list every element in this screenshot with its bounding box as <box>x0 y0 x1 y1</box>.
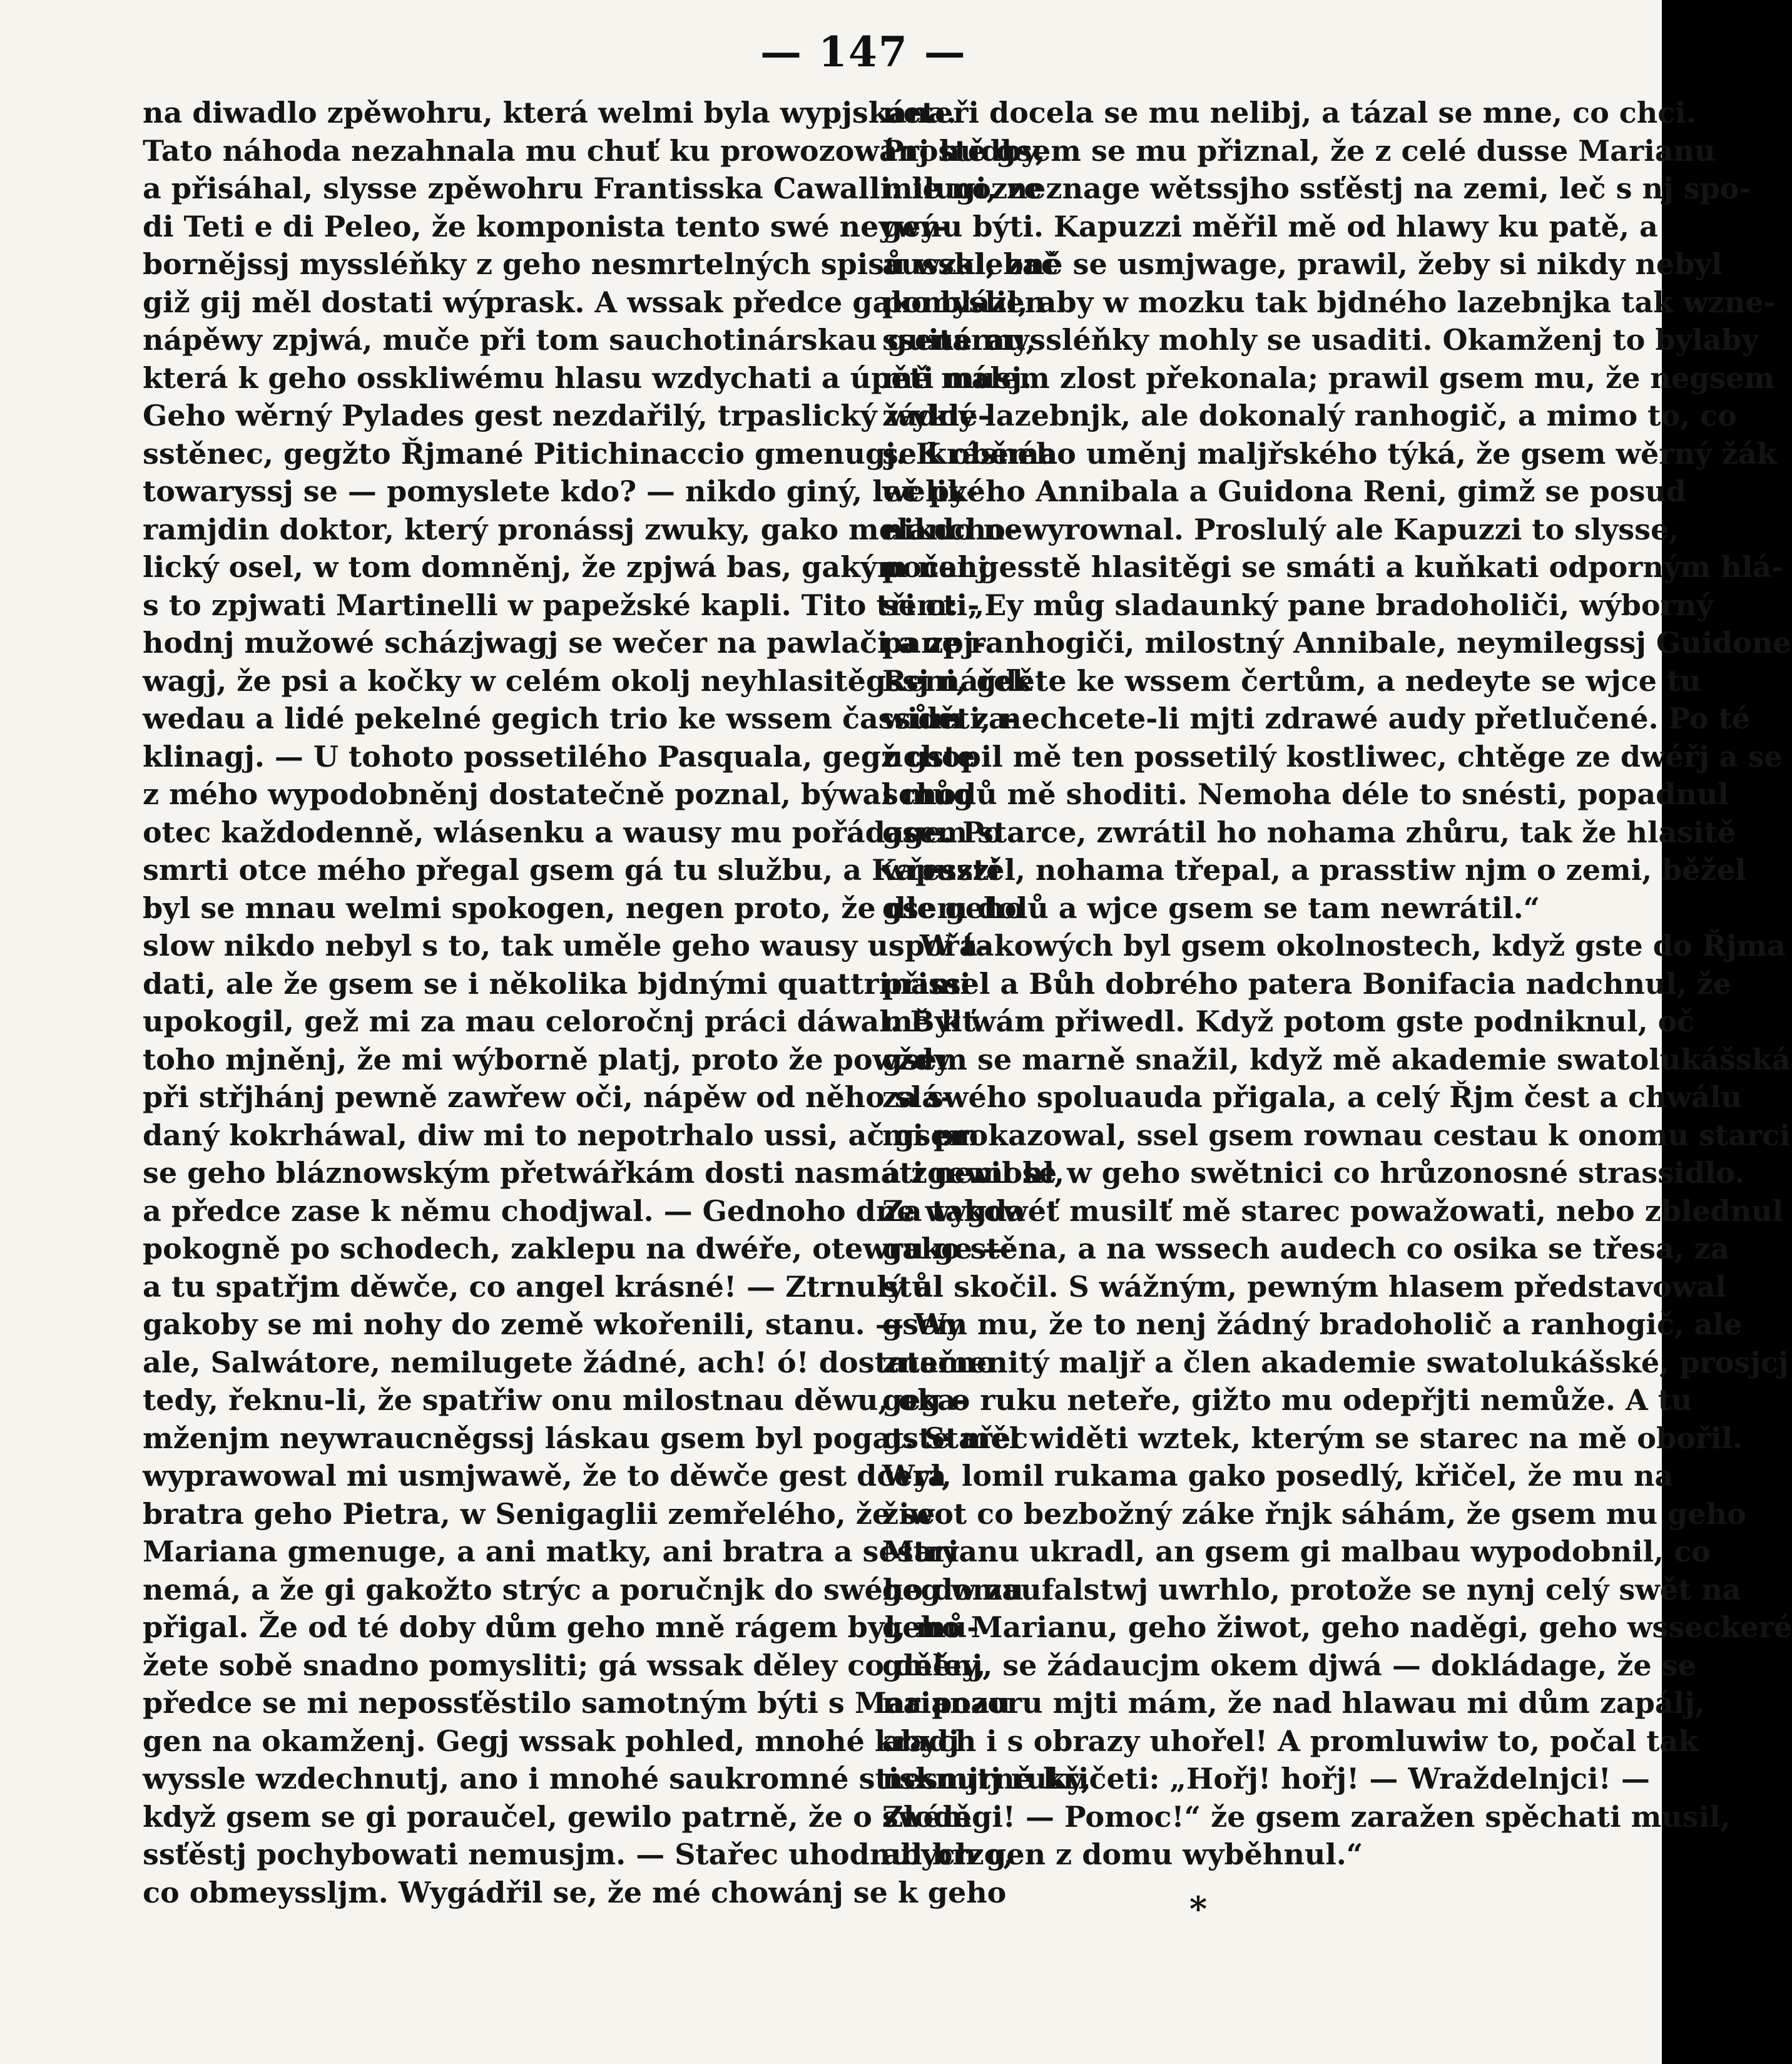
text-line: na pozoru mjti mám, že nad hlawau mi dům zapálj, <box>882 1686 1705 1720</box>
text-line: na diwadlo zpěwohru, která welmi byla wypjskána. <box>143 96 957 130</box>
text-line: klinagj. — U tohoto possetilého Pasquala, gegž gste <box>143 739 975 774</box>
text-line: genu býti. Kapuzzi měřil mě od hlawy ku patě, a <box>882 209 1658 243</box>
text-line: Marianu ukradl, an gsem gi malbau wypodobnil, co <box>882 1535 1711 1568</box>
text-line: gsem dolů a wjce gsem se tam newrátil.“ <box>882 891 1540 925</box>
text-line: gen na okamženj. Gegj wssak pohled, mnohé kradj <box>143 1724 959 1758</box>
text-line: mi prokazowal, ssel gsem rownau cestau k onomu starci <box>882 1118 1791 1152</box>
text-line: smrti otce mého přegal gsem gá tu službu, a Kapuzzi <box>143 853 1000 887</box>
text-line: sstěnec, gegžto Řjmané Pitichinaccio gmenugj. K oběma <box>143 436 1058 471</box>
right-column <box>882 94 1792 1971</box>
text-line: a tu spatřjm děwče, co angel krásné! — Ztrnulý a <box>143 1269 934 1304</box>
text-line: a předce zase k němu chodjwal. — Gednoho dne wygda <box>143 1193 1026 1228</box>
text-line: a přisáhal, slysse zpěwohru Frantisska Cawalli: le nozze <box>143 171 1042 205</box>
text-line: geho Marianu, geho žiwot, geho naděgi, geho wsseckeré <box>882 1610 1792 1644</box>
page-number: — 147 — <box>760 28 967 76</box>
text-line: tedy, řeknu-li, že spatřiw onu milostnau děwu, oka- <box>143 1383 968 1417</box>
text-line: mě málem zlost překonala; prawil gsem mu, že negsem <box>882 360 1775 395</box>
text-line: když gsem se gi poraučel, gewilo patrně, že o swém <box>143 1799 972 1834</box>
text-line: di Teti e di Peleo, že komponista tento swé neywý- <box>143 209 949 243</box>
text-line: widěti, nechcete-li mjti zdrawé audy přetlučené. Po té <box>882 702 1751 735</box>
text-line: co obmeyssljm. Wygádřil se, že mé chowánj se k geho <box>143 1875 1007 1909</box>
text-line: znamenitý maljř a člen akademie swatolukášské, prosjcj <box>882 1345 1789 1379</box>
text-line: pomyslil, aby w mozku tak bjdného lazebnjka tak wzne- <box>882 285 1776 319</box>
text-line: milugi, neznage wětssjho ssťěstj na zemi, leč s nj spo- <box>882 171 1751 205</box>
text-line: welikého Annibala a Guidona Reni, gimž se posud <box>882 474 1686 508</box>
text-line: geg o ruku neteře, gižto mu odepřjti nemůže. A tu <box>882 1383 1693 1417</box>
text-line: Wyl, lomil rukama gako posedlý, křičel, že mu na <box>882 1459 1674 1493</box>
text-line: přissel a Bůh dobrého patera Bonifacia nadchnul, že <box>882 966 1732 1001</box>
text-line: wřesstěl, nohama třepal, a prasstiw njm o zemi, běžel <box>882 853 1746 887</box>
text-line: giž gij měl dostati wýprask. A wssak předce gako blázen <box>143 285 1046 319</box>
text-line: gsem se marně snažil, když mě akademie swatolukášská <box>882 1042 1791 1076</box>
text-line: hodnj mužowé scházjwagj se wečer na pawlači a zpj- <box>143 626 986 660</box>
text-line: Mariana gmenuge, a ani matky, ani bratra a sestry <box>143 1535 959 1568</box>
text-line: a zgewil se w geho swětnici co hrůzonosné strassidlo. <box>882 1156 1745 1190</box>
text-line: gakoby se mi nohy do země wkořenili, stanu. — Wy <box>143 1307 963 1341</box>
text-line: uchopil mě ten possetilý kostliwec, chtěge ze dwéřj a se <box>882 739 1783 774</box>
text-line: Prostě gsem se mu přiznal, že z celé dusse Marianu <box>882 133 1716 168</box>
text-line: wyprawowal mi usmjwawě, že to děwče gest dcera <box>143 1459 947 1493</box>
text-line: wyssle wzdechnutj, ano i mnohé saukromné stisknutj ruky, <box>143 1762 1091 1796</box>
text-line: nemá, a že gi gakožto strýc a poručnjk do swého domu <box>143 1572 1024 1607</box>
text-line: abych i s obrazy uhořel! A promluwiw to, počal tak <box>882 1724 1699 1758</box>
text-line: s to zpjwati Martinelli w papežské kapli. Tito tři cti- <box>143 588 980 622</box>
text-line: neteři docela se mu nelibj, a tázal se mne, co chci. <box>882 96 1696 130</box>
text-line: nikdo newyrownal. Proslulý ale Kapuzzi to slysse, <box>882 512 1679 546</box>
text-line: dati, ale že gsem se i několika bjdnými quattrinami <box>143 966 971 1001</box>
text-line: ale, Salwátore, nemilugete žádné, ach! ó! dostatečno <box>143 1345 996 1379</box>
text-line: abych gen z domu wyběhnul.“ <box>882 1837 1363 1871</box>
text-line: towaryssj se — pomyslete kdo? — nikdo giný, leč py- <box>143 474 978 508</box>
text-line: při střjhánj pewně zawřew oči, nápěw od něho slá- <box>143 1080 953 1114</box>
text-line: schodů mě shoditi. Nemoha déle to snésti, popadnul <box>882 777 1729 811</box>
text-line: žádný lazebnjk, ale dokonalý ranhogič, a mimo to, co <box>882 399 1737 432</box>
text-line: která k geho osskliwému hlasu wzdychati a úpěti musj. <box>143 360 1032 395</box>
text-line: se krásného uměnj maljřského týká, že gsem wěrný žák <box>882 436 1777 471</box>
text-line: Geho wěrný Pylades gest nezdařilý, trpaslický wykle- <box>143 399 990 432</box>
text-line: otec každodenně, wlásenku a wausy mu pořádage. Po <box>143 815 1003 849</box>
text-line: se geho bláznowským přetwářkám dosti nasmáti nemohl, <box>143 1156 1064 1190</box>
text-line: aussklebně se usmjwage, prawil, žeby si nikdy nebyl <box>882 247 1723 281</box>
text-line: wagj, že psi a kočky w celém okolj neyhlasitěgssj nářek <box>143 663 1032 698</box>
section-end-asterisk: * <box>1189 1889 1208 1929</box>
text-line: gako stěna, a na wssech audech co osika se třesa, za <box>882 1232 1729 1265</box>
text-line: bornějssj myssléňky z geho nesmrtelných spisů wzal, zač <box>143 247 1059 281</box>
text-line: ssťěstj pochybowati nemusjm. — Stařec uhodnul brzo, <box>143 1837 1014 1871</box>
text-line: mě k wám přiwedl. Když potom gste podniknul, oč <box>882 1004 1695 1038</box>
text-line: mženjm neywraucněgssj láskau gsem byl pogat. Stařec <box>143 1421 1029 1455</box>
text-line: gste měl widěti wztek, kterým se starec na mě obořil. <box>882 1421 1743 1455</box>
text-line: lický osel, w tom domněnj, že zpjwá bas, gakým nenj <box>143 550 989 584</box>
text-line: sem: „Ey můg sladaunký pane bradoholiči, wýborný <box>882 588 1713 622</box>
text-line: upokogil, gež mi za mau celoročnj práci dáwal. Bylť <box>143 1004 975 1038</box>
text-line: Tato náhoda nezahnala mu chuť ku prowozowánj hudby, <box>143 133 1046 168</box>
text-line: počal gesstě hlasitěgi se smáti a kuňkati odporným hlá- <box>882 550 1784 584</box>
text-line: daný kokrháwal, diw mi to nepotrhalo ussi, ač gsem <box>143 1118 980 1152</box>
text-line: wedau a lidé pekelné gegich trio ke wssem čassům za- <box>143 702 1019 735</box>
text-line: ramjdin doktor, který pronássj zwuky, gako melancho- <box>143 512 1017 546</box>
text-line: Zloděgi! — Pomoc!“ že gsem zaražen spěchati musil, <box>882 1799 1731 1834</box>
left-column <box>143 94 1091 1971</box>
text-line: byl se mnau welmi spokogen, negen proto, že dle geho <box>143 891 1024 925</box>
text-line: pane ranhogiči, milostný Annibale, neymilegssj Guidone <box>882 626 1791 660</box>
text-line: Reni, gděte ke wssem čertům, a nedeyte se wjce tu <box>882 663 1701 698</box>
text-line: geg w zaufalstwj uwrhlo, protože se nynj celý swět na <box>882 1572 1741 1607</box>
text-line: stůl skočil. S wážným, pewným hlasem představowal <box>882 1269 1726 1304</box>
text-line: toho mjněnj, že mi wýborně platj, proto že powždy <box>143 1042 951 1076</box>
text-line: pokogně po schodech, zaklepu na dwéře, otewru ge — <box>143 1232 1012 1265</box>
text-line: z mého wypodobněnj dostatečně poznal, býwal můg <box>143 777 974 811</box>
text-line: žiwot co bezbožný záke řnjk sáhám, že gsem mu geho <box>882 1496 1746 1531</box>
text-line: přigal. Že od té doby dům geho mně rágem byl, mů- <box>143 1610 979 1644</box>
text-line: nápěwy zpjwá, muče při tom sauchotinárskau guitarau, <box>143 323 1036 357</box>
text-line: W takowých byl gsem okolnostech, když gste do Řjma <box>920 929 1786 963</box>
text-line: gsem starce, zwrátil ho nohama zhůru, tak že hlasitě <box>882 815 1736 849</box>
text-line: nesmjrně křičeti: „Hořj! hořj! — Wraždelnjci! — <box>882 1762 1650 1796</box>
text-line: za swého spoluauda přigala, a celý Řjm čest a chwálu <box>882 1080 1742 1114</box>
text-line: gměnj, se žádaucjm okem djwá — dokládage, že se <box>882 1648 1696 1682</box>
text-line: slow nikdo nebyl s to, tak uměle geho wausy uspořá- <box>143 929 990 963</box>
text-line: žete sobě snadno pomysliti; gá wssak děley co děley, <box>143 1648 986 1682</box>
text-line: bratra geho Pietra, w Senigaglii zemřelého, že se <box>143 1496 935 1531</box>
text-line: ssené myssléňky mohly se usaditi. Okamženj to bylaby <box>882 323 1759 357</box>
text-line: předce se mi nepossťěstilo samotným býti s Marianau <box>143 1686 1011 1720</box>
text-line: gsem mu, že to nenj žádný bradoholič a ranhogič, ale <box>882 1307 1743 1341</box>
text-line: Za takowéť musilť mě starec powažowati, nebo zblednul <box>882 1193 1784 1228</box>
